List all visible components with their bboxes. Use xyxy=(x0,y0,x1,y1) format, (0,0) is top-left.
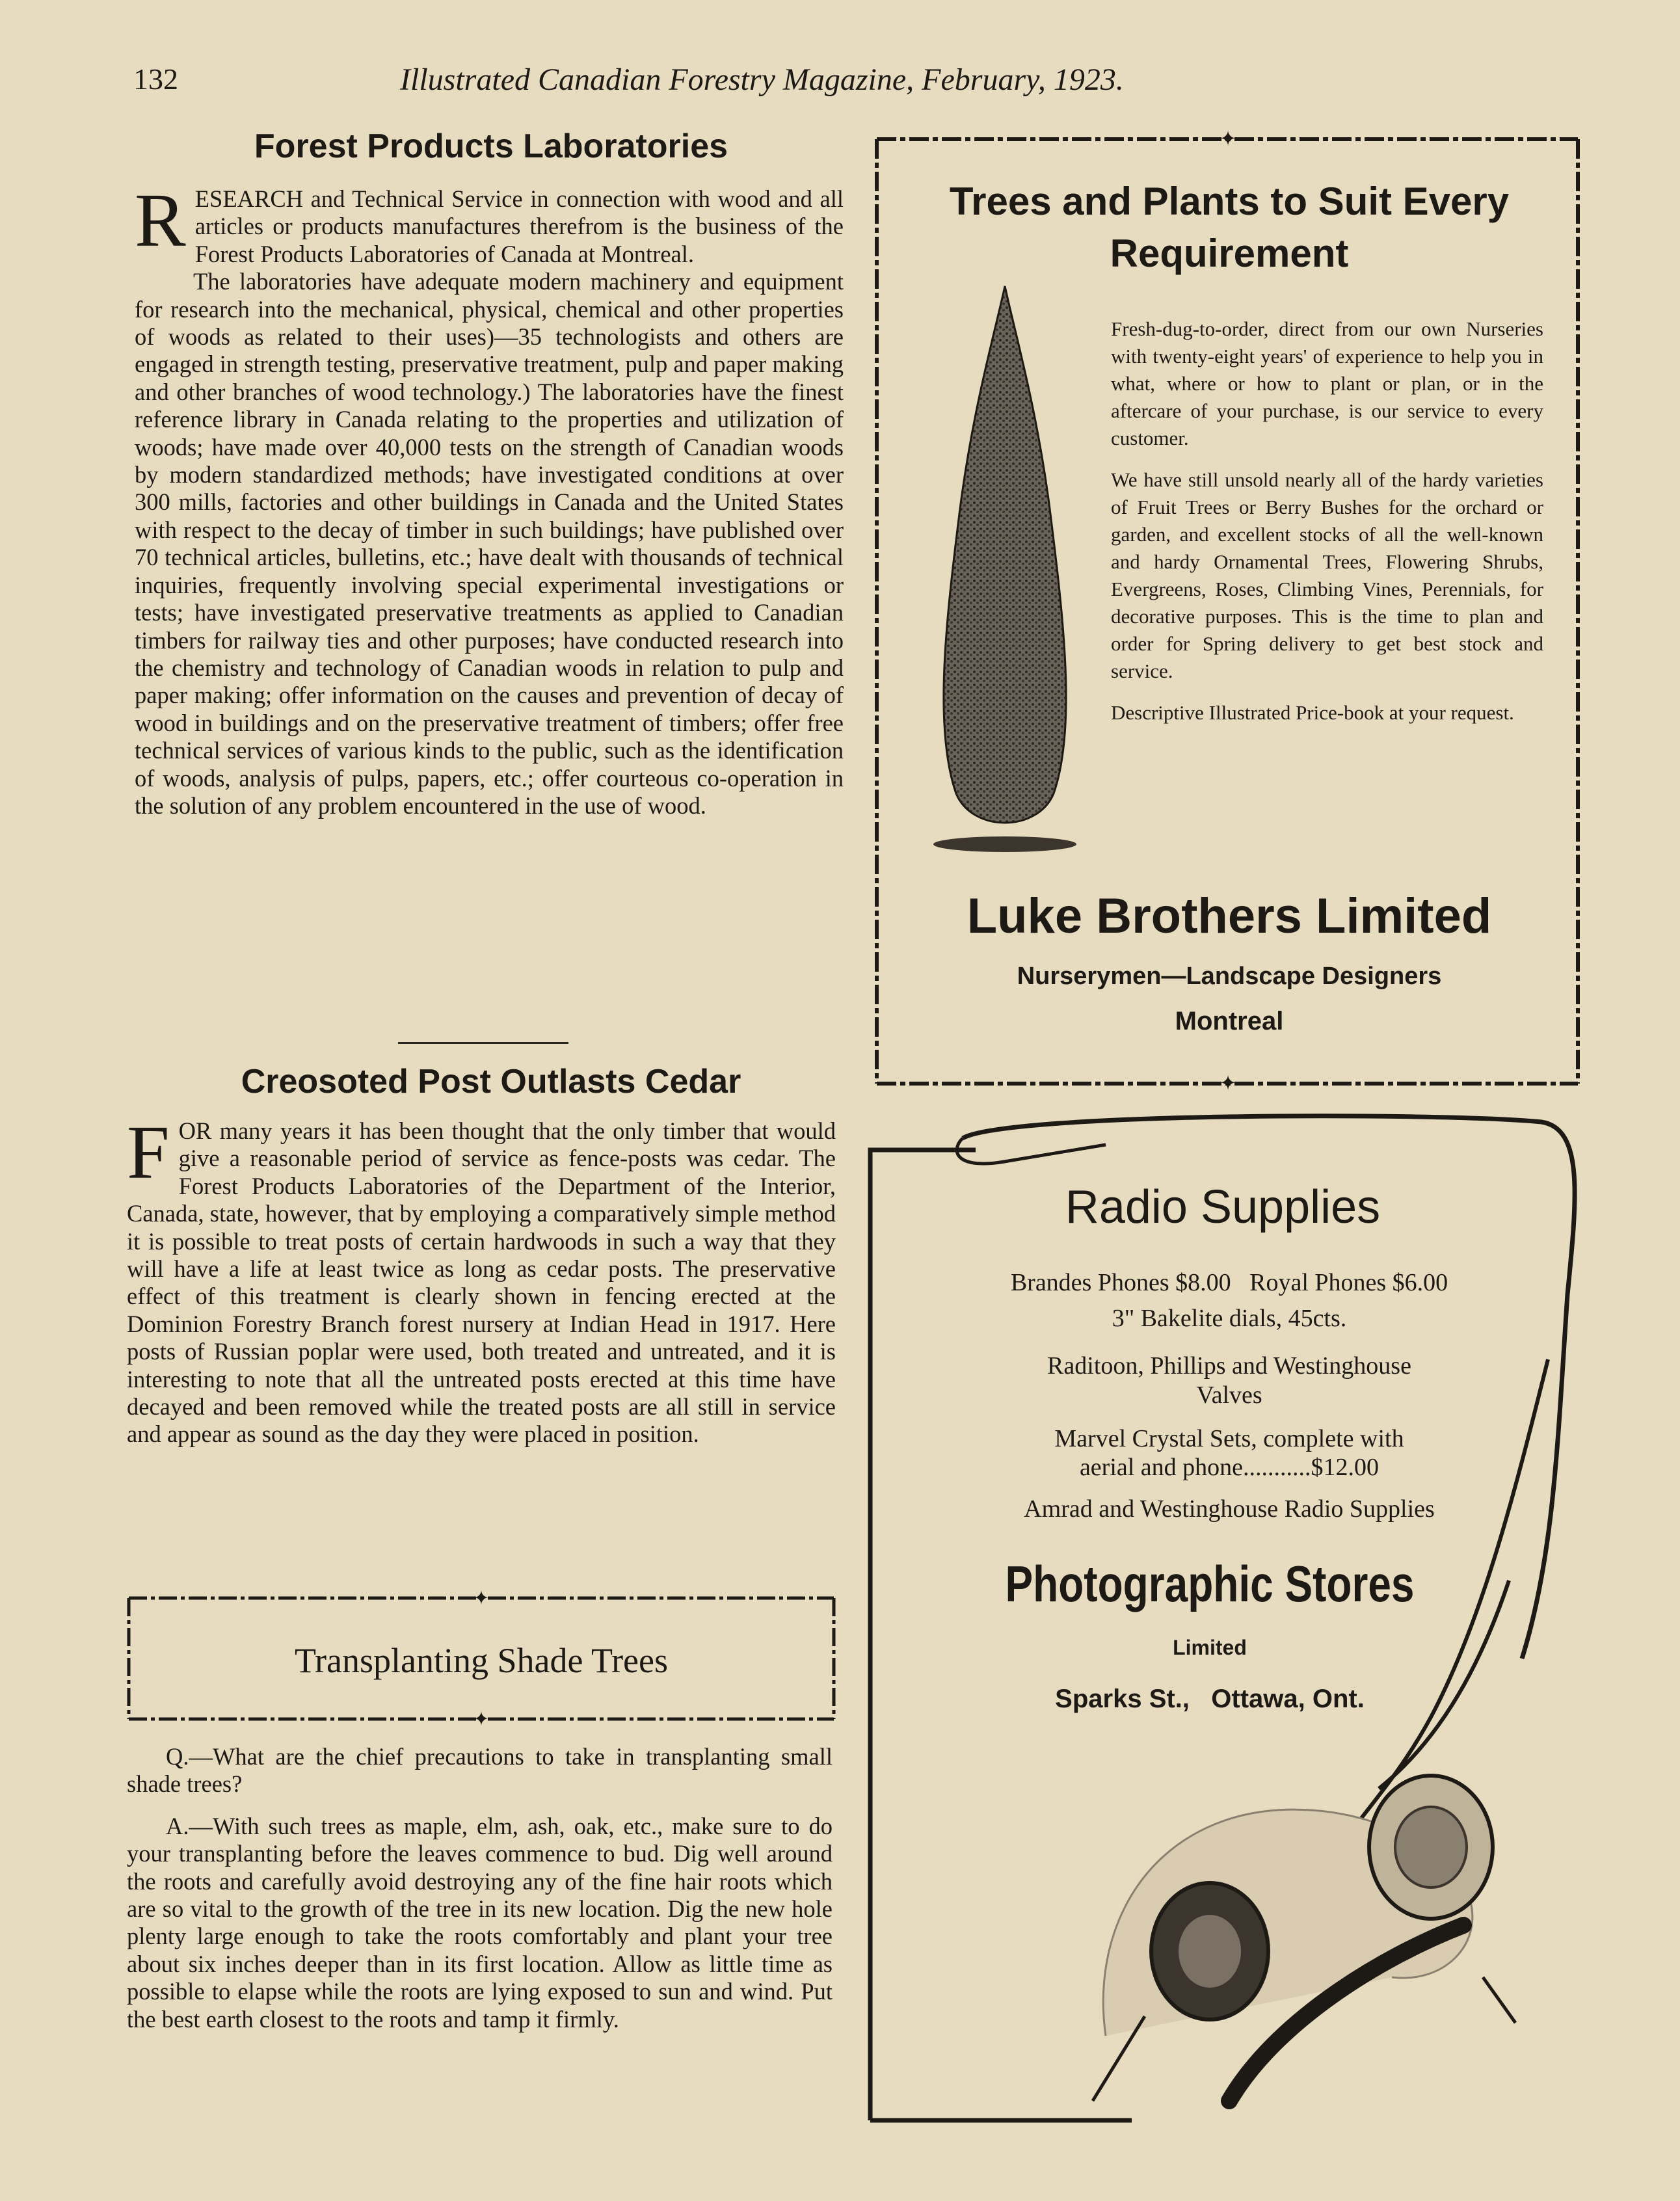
ad-line: Brandes Phones $8.00 Royal Phones $6.00 xyxy=(1010,1269,1448,1296)
cypress-tree-illustration xyxy=(907,280,1102,865)
article-body-creosoted-post xyxy=(127,1110,836,1448)
ad-company-name: Luke Brothers Limited xyxy=(967,888,1492,944)
ad-copy xyxy=(1111,315,1543,741)
ad-line: Amrad and Westinghouse Radio Supplies xyxy=(1024,1495,1435,1523)
svg-text:✦: ✦ xyxy=(1219,1071,1237,1095)
ad-address: Sparks St., Ottawa, Ont. xyxy=(1055,1685,1365,1713)
headphone-cord-border xyxy=(859,1099,1587,2140)
paragraph: OR many years it has been thought that the only timber that would give a reasonable period of service as fence-posts was cedar. The Forest Products Laboratories of the Department of the Interior, Canada, state, however, that by employing a comparatively simple method it is possible to treat posts of certain hardwoods in such a way that they will have a life at least twice as long as cedar posts. The preservative effect of this treatment is clearly shown in fencing erected at the Dominion Forestry Branch forest nursery at Indian Head in 1917. Here posts of Russian poplar were used, both treated and untreated, and it is interesting to note that all the untreated posts erected at this time have decayed and been removed while the treated posts are all still in service and appear as sound as the day they were placed in position. xyxy=(127,1117,836,1448)
page-number: 132 xyxy=(133,62,178,96)
svg-text:✦: ✦ xyxy=(473,1709,490,1727)
ad-company-name: Photographic Stores xyxy=(1005,1555,1415,1612)
article-body-transplanting xyxy=(127,1743,833,2033)
ad-tagline: Nurserymen—Landscape Designers xyxy=(1017,963,1442,990)
ad-line: aerial and phone...........$12.00 xyxy=(1079,1454,1380,1481)
running-title: Illustrated Canadian Forestry Magazine, February, 1923. xyxy=(400,62,1124,97)
article-heading-transplanting: Transplanting Shade Trees xyxy=(294,1641,669,1680)
article-heading-creosoted-post: Creosoted Post Outlasts Cedar xyxy=(241,1063,741,1100)
svg-text:✦: ✦ xyxy=(473,1590,490,1609)
ad-headline: Radio Supplies xyxy=(1065,1181,1381,1233)
ad-company-sub: Limited xyxy=(1173,1636,1247,1659)
ad-line: Valves xyxy=(1196,1381,1262,1409)
paragraph: The laboratories have adequate modern machinery and equipment for research into the mechanical, physical, chemical and other properties of woods as related to their uses)—35 technologists and others are engaged in strength testing, preservative treatment, pulp and paper making and other branches of wood technology.) The laboratories have the finest reference library in Canada relating to the properties and utilization of woods; have made over 40,000 tests on the strength of Canadian woods by modern standardized methods; have investigated conditions at over 300 mills, factories and other buildings in Canada and the United States with respect to the decay of timber in such buildings; have published over 70 technical articles, bulletins, etc.; have dealt with thousands of technical inquiries, frequently involving special experimental investigations or tests; have investigated preservative treatments as applied to Canadian timbers for railway ties and other purposes; have conducted research into the chemistry and technology of Canadian woods in relation to pulp and paper making; offer information on the causes and prevention of decay of wood in buildings and on the preservative treatment of timbers; offer free technical services of various kinds to the public, such as the identification of woods, analysis of pulps, papers, etc.; offer courteous co-operation in the solution of any problem encountered in the use of wood. xyxy=(135,268,844,819)
ad-paragraph: Descriptive Illustrated Price-book at your request. xyxy=(1111,701,1514,724)
article-body-forest-products xyxy=(135,178,844,820)
article-heading-forest-products: Forest Products Laboratories xyxy=(254,127,728,165)
ad-line: Marvel Crystal Sets, complete with xyxy=(1054,1425,1404,1452)
svg-text:✦: ✦ xyxy=(1219,130,1237,150)
ad-city: Montreal xyxy=(1175,1007,1284,1035)
ad-line: Raditoon, Phillips and Westinghouse xyxy=(1047,1352,1411,1380)
ad-headline: Trees and Plants to Suit Every Requirement xyxy=(949,180,1510,275)
answer: A.—With such trees as maple, elm, ash, oak, etc., make sure to do your transplanting before the leaves commence to bud. Dig well around the roots and carefully avoid destroying any of the fine hair roots which are so vital to the growth of the tree in its new location. Dig the new hole plenty large enough to take the roots comfortably and plant your tree about six inches deeper than in its first location. Allow as little time as possible to elapse while the roots are lying exposed to sun and wind. Put the best earth closest to the roots and tamp it firmly. xyxy=(127,1812,833,2033)
dropcap: R xyxy=(135,178,186,263)
ad-paragraph: We have still unsold nearly all of the hardy varieties of Fruit Trees or Berry Bushes for the orchard or garden, and excellent stocks of all the well-known and hardy Ornamental Trees, Flowering Shrubs, Evergreens, Roses, Climbing Vines, Perennials, for decorative purposes. This is the time to plan and order for Spring delivery to get best stock and service. xyxy=(1111,468,1543,682)
ad-paragraph: Fresh-dug-to-order, direct from our own Nurseries with twenty-eight years' of experience to help you in what, where or how to plant or plan, or in the aftercare of your purchase, is our service to every customer. xyxy=(1111,317,1543,449)
dropcap: F xyxy=(127,1110,170,1195)
question: Q.—What are the chief precautions to take in transplanting small shade trees? xyxy=(127,1743,833,1798)
paragraph: ESEARCH and Technical Service in connection with wood and all articles or products manufactures therefrom is the business of the Forest Products Laboratories of Canada at Montreal. xyxy=(194,185,844,267)
ad-line: 3" Bakelite dials, 45cts. xyxy=(1112,1305,1347,1332)
section-divider xyxy=(398,1042,568,1044)
